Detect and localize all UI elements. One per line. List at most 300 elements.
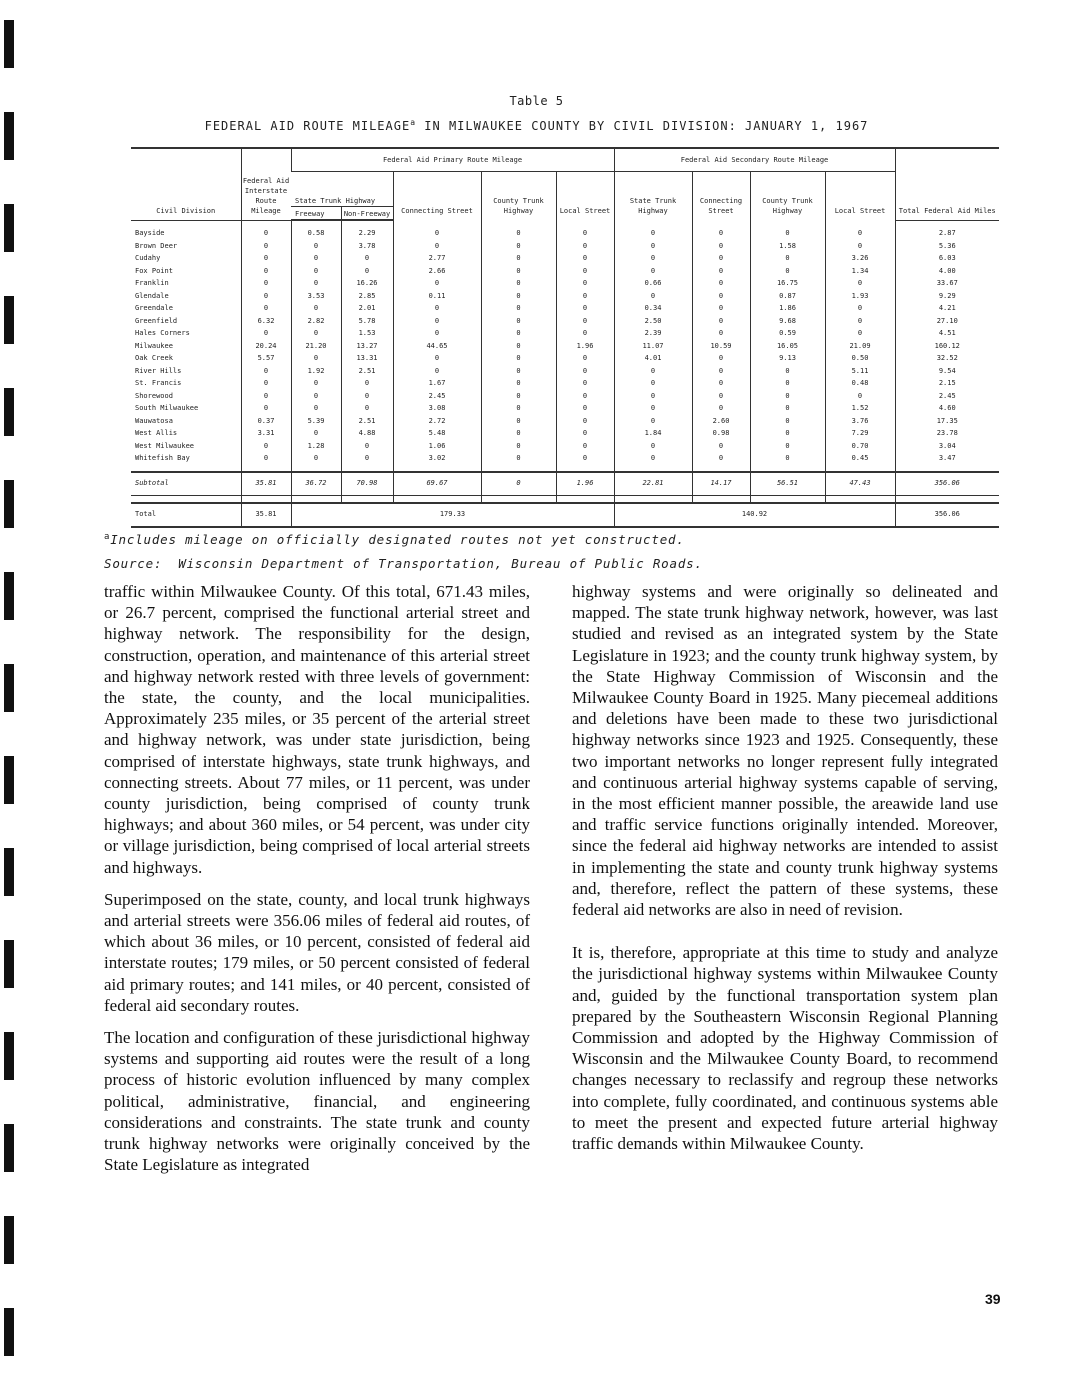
table-cell: 0	[393, 227, 481, 240]
table-cell: 2.82	[291, 315, 341, 328]
table-cell: 0	[692, 365, 750, 378]
table-cell: 10.59	[692, 340, 750, 353]
table-cell: 23.78	[895, 427, 999, 440]
body-column-left	[104, 581, 530, 1186]
civil-division-name: Shorewood	[135, 391, 173, 400]
table-cell: 0	[825, 315, 895, 328]
table-cell: 0	[393, 277, 481, 290]
table-cell: 0	[291, 302, 341, 315]
table-cell: 1.52	[825, 402, 895, 415]
header-sec-connecting-street: Connecting Street	[692, 172, 750, 221]
table-cell: 0	[241, 377, 291, 390]
table-cell: 2.01	[341, 302, 393, 315]
table-cell: 0	[481, 315, 556, 328]
table-cell: 0	[393, 365, 481, 378]
table-cell: 0	[241, 227, 291, 240]
table-row	[131, 315, 999, 328]
paragraph: It is, therefore, appropriate at this time to study and analyze the jurisdictional highway systems within Milwaukee County and, guided by the functional transportation system plan prepared by the Southeastern Wisconsin Regional Planning Commission and adopted by the Highway Commission of Wisconsin and the Milwaukee County Board, to recommend changes necessary to reclassify and regroup these networks into complete, fully coordinated, and continuous systems able to meet the present and expected future arterial highway traffic demands within Milwaukee County.	[572, 943, 998, 1154]
table-cell: 9.13	[750, 352, 825, 365]
table-cell: 0	[241, 265, 291, 278]
table-cell: 11.07	[614, 340, 692, 353]
civil-division-name: Wauwatosa	[135, 416, 173, 425]
subtotal-cell: 69.67	[393, 472, 481, 496]
table-cell: 0	[614, 402, 692, 415]
table-cell: 0	[692, 290, 750, 303]
subtotal-cell: 1.96	[556, 472, 614, 496]
table-cell: 0	[614, 440, 692, 453]
paragraph: highway systems and were originally so delineated and mapped. The state trunk highway network, however, was last studied and revised as an integrated system by the State Legislature in 1923; and the county trunk highway system, by the State Highway Commission of Wisconsin and the Milwaukee County Board in 1925. Many piecemeal additions and deletions have been made to these two jurisdictional highway networks since 1923 and 1925. Consequently, these two important networks no longer represent fully integrated and continuous arterial highway systems capable of serving, in the most efficient manner possible, the areawide land use and traffic service functions originally intended. Moreover, since the federal aid highway networks are intended to assist in implementing the state and county trunk highway systems and, therefore, reflect the pattern of these systems, these federal aid networks are also in need of revision.	[572, 582, 998, 920]
civil-division-name: St. Francis	[135, 379, 182, 387]
table-cell: 0	[481, 390, 556, 403]
table-cell: 2.77	[393, 252, 481, 265]
total-label: Total	[131, 503, 241, 527]
table-cell: 2.29	[341, 227, 393, 240]
binding-mark	[4, 940, 14, 988]
binding-mark	[4, 848, 14, 896]
table-cell: 3.78	[341, 240, 393, 253]
table-cell: 0	[481, 327, 556, 340]
table-cell: 0.70	[825, 440, 895, 453]
table-cell: 0	[614, 415, 692, 428]
table-cell: 1.06	[393, 440, 481, 453]
table-cell: 0	[614, 377, 692, 390]
table-cell: 0	[241, 252, 291, 265]
table-cell: 0	[481, 365, 556, 378]
binding-mark	[4, 664, 14, 712]
table-cell: 0	[556, 252, 614, 265]
table-cell: 0	[825, 390, 895, 403]
table-cell: 0	[692, 227, 750, 240]
table-cell: 16.75	[750, 277, 825, 290]
table-cell: 0	[341, 452, 393, 465]
table-cell: 5.39	[291, 415, 341, 428]
binding-mark	[4, 204, 14, 252]
header-sec-local-street: Local Street	[825, 172, 895, 221]
table-cell: 0	[341, 440, 393, 453]
table-cell: 2.39	[614, 327, 692, 340]
table-cell: 0	[481, 240, 556, 253]
table-cell: 0	[750, 365, 825, 378]
table-row	[131, 327, 999, 340]
subtotal-cell: 70.98	[341, 472, 393, 496]
table-cell: 0.11	[393, 290, 481, 303]
header-county-trunk-highway: County Trunk Highway	[481, 172, 556, 221]
table-cell: 0	[556, 365, 614, 378]
civil-division-name: Franklin	[135, 279, 169, 287]
table-cell: 0.50	[825, 352, 895, 365]
table-cell: 160.12	[895, 340, 999, 353]
table-cell: 0	[556, 227, 614, 240]
table-number: Table 5	[509, 94, 564, 108]
table-cell: 0	[556, 427, 614, 440]
table-cell: 4.21	[895, 302, 999, 315]
table-cell: 2.51	[341, 415, 393, 428]
table-cell: 2.85	[341, 290, 393, 303]
civil-division-name: Greenfield	[135, 316, 178, 325]
table-cell: 0	[341, 377, 393, 390]
binding-mark	[4, 20, 14, 68]
table-cell: 1.84	[614, 427, 692, 440]
table-cell: 0	[393, 302, 481, 315]
subtotal-cell: 35.81	[241, 472, 291, 496]
header-sec-county-trunk-highway: County Trunk Highway	[750, 172, 825, 221]
subtotal-row	[131, 472, 999, 496]
civil-division-name: Milwaukee	[135, 341, 173, 350]
table-cell: 0	[692, 302, 750, 315]
total-row	[131, 503, 999, 527]
table-cell: 3.08	[393, 402, 481, 415]
table-cell: 2.45	[895, 390, 999, 403]
table-cell: 1.34	[825, 265, 895, 278]
table-cell: 0	[291, 452, 341, 465]
table-cell: 0	[614, 390, 692, 403]
table-cell: 17.35	[895, 415, 999, 428]
table-cell: 6.32	[241, 315, 291, 328]
civil-division-name: Fox Point	[135, 266, 173, 275]
table-cell: 1.28	[291, 440, 341, 453]
table-cell: 0	[692, 265, 750, 278]
header-non-freeway: Non-Freeway	[341, 207, 393, 221]
table-cell: 0	[291, 265, 341, 278]
table-cell: 13.31	[341, 352, 393, 365]
table-cell: 0	[692, 352, 750, 365]
table-cell: 3.53	[291, 290, 341, 303]
table-cell: 0	[614, 365, 692, 378]
table-cell: 0.87	[750, 290, 825, 303]
table-cell: 0	[692, 315, 750, 328]
table-cell: 0	[481, 252, 556, 265]
table-cell: 0.59	[750, 327, 825, 340]
binding-mark	[4, 572, 14, 620]
table-cell: 0	[556, 452, 614, 465]
table-cell: 6.03	[895, 252, 999, 265]
table-cell: 0	[393, 327, 481, 340]
header-local-street: Local Street	[556, 172, 614, 221]
table-cell: 7.29	[825, 427, 895, 440]
table-cell: 0.34	[614, 302, 692, 315]
table-cell: 4.00	[895, 265, 999, 278]
header-civil-division: Civil Division	[131, 148, 241, 220]
table-cell: 0	[291, 427, 341, 440]
table-row	[131, 252, 999, 265]
table-row	[131, 427, 999, 440]
binding-mark	[4, 1216, 14, 1264]
table-cell: 0	[750, 390, 825, 403]
table-cell: 0	[241, 440, 291, 453]
table-cell: 3.04	[895, 440, 999, 453]
table-cell: 0	[481, 427, 556, 440]
table-cell: 0.98	[692, 427, 750, 440]
table-cell: 0	[291, 352, 341, 365]
total-interstate: 35.81	[241, 503, 291, 527]
table-cell: 5.48	[393, 427, 481, 440]
binding-mark	[4, 1032, 14, 1080]
table-cell: 0	[556, 352, 614, 365]
table-cell: 16.05	[750, 340, 825, 353]
binding-mark	[4, 480, 14, 528]
subtotal-cell: 56.51	[750, 472, 825, 496]
table-cell: 0	[692, 452, 750, 465]
table-cell: 2.45	[393, 390, 481, 403]
table-cell: 0	[825, 227, 895, 240]
table-cell: 0	[481, 227, 556, 240]
binding-mark	[4, 1124, 14, 1172]
table-row	[131, 265, 999, 278]
table-cell: 0.58	[291, 227, 341, 240]
table-cell: 0	[750, 440, 825, 453]
table-cell: 0	[393, 352, 481, 365]
table-title: FEDERAL AID ROUTE MILEAGE$^a$ IN MILWAUKEE COUNTY BY CIVIL DIVISION: JANUARY 1, 1967	[204, 118, 869, 133]
table-cell: 0	[291, 327, 341, 340]
civil-division-name: South Milwaukee	[135, 404, 199, 412]
table-row	[131, 415, 999, 428]
table-row	[131, 440, 999, 453]
table-cell: 0	[341, 252, 393, 265]
total-secondary: 140.92	[614, 503, 895, 527]
binding-mark	[4, 296, 14, 344]
table-cell: 0	[750, 227, 825, 240]
table-cell: 0	[692, 390, 750, 403]
binding-mark	[4, 388, 14, 436]
table-cell: 4.01	[614, 352, 692, 365]
table-cell: 2.50	[614, 315, 692, 328]
table-row	[131, 452, 999, 465]
table-cell: 0	[481, 340, 556, 353]
table-cell: 1.53	[341, 327, 393, 340]
table-cell: 0	[241, 302, 291, 315]
table-cell: 1.67	[393, 377, 481, 390]
table-cell: 2.15	[895, 377, 999, 390]
table-cell: 0	[291, 252, 341, 265]
table-cell: 0	[556, 327, 614, 340]
table-cell: 0	[825, 277, 895, 290]
table-cell: 3.76	[825, 415, 895, 428]
table-cell: 0	[341, 390, 393, 403]
table-cell: 0	[241, 327, 291, 340]
table-cell: 27.10	[895, 315, 999, 328]
table-cell: 1.93	[825, 290, 895, 303]
table-cell: 0	[481, 277, 556, 290]
table-cell: 0	[241, 452, 291, 465]
table-row	[131, 340, 999, 353]
table-row	[131, 365, 999, 378]
subtotal-cell: 47.43	[825, 472, 895, 496]
table-cell: 32.52	[895, 352, 999, 365]
table-cell: 2.60	[692, 415, 750, 428]
table-cell: 0	[825, 302, 895, 315]
subtotal-label: Subtotal	[131, 472, 241, 496]
table-cell: 0	[481, 440, 556, 453]
table-cell: 3.47	[895, 452, 999, 465]
table-cell: 5.78	[341, 315, 393, 328]
civil-division-name: Hales Corners	[135, 329, 190, 337]
civil-division-name: Oak Creek	[135, 354, 173, 362]
table-cell: 0	[556, 315, 614, 328]
table-cell: 13.27	[341, 340, 393, 353]
subtotal-cell: 356.06	[895, 472, 999, 496]
table-footnote: $^a$Includes mileage on officially designated routes not yet constructed.	[104, 532, 685, 548]
table-cell: 0	[341, 402, 393, 415]
table-cell: 3.31	[241, 427, 291, 440]
table-row	[131, 227, 999, 240]
header-freeway: Freeway	[291, 207, 341, 221]
civil-division-name: Glendale	[135, 291, 169, 300]
table-cell: 0	[291, 377, 341, 390]
table-cell: 4.51	[895, 327, 999, 340]
table-cell: 0	[614, 265, 692, 278]
table-cell: 20.24	[241, 340, 291, 353]
header-sec-state-trunk-highway: State Trunk Highway	[614, 172, 692, 221]
table-cell: 1.92	[291, 365, 341, 378]
table-cell: 0	[481, 452, 556, 465]
table-cell: 0	[341, 265, 393, 278]
table-cell: 0	[692, 377, 750, 390]
table-cell: 0	[241, 277, 291, 290]
table-cell: 0	[614, 252, 692, 265]
table-cell: 0.48	[825, 377, 895, 390]
binding-mark	[4, 756, 14, 804]
table-cell: 0	[825, 240, 895, 253]
table-cell: 1.96	[556, 340, 614, 353]
table-cell: 0	[481, 265, 556, 278]
table-cell: 0	[241, 365, 291, 378]
paragraph: traffic within Milwaukee County. Of this total, 671.43 miles, or 26.7 percent, comprised the functional arterial street and highway network. The responsibility for the design, construction, operation, and maintenance of this arterial street and highway network rested with three levels of government: the state, the county, and the local municipalities. Approximately 235 miles, or 35 percent of the arterial street and highway network, was under state jurisdiction, being comprised of interstate highways, state trunk highways, and connecting streets. About 77 miles, or 11 percent, was under county jurisdiction, being comprised of county trunk highways; and about 360 miles, or 54 percent, was under city or village jurisdiction, being comprised of local arterial streets and highways.	[104, 582, 530, 877]
table-cell: 0.37	[241, 415, 291, 428]
table-cell: 0	[481, 302, 556, 315]
table-cell: 0	[481, 290, 556, 303]
table-row	[131, 390, 999, 403]
federal-aid-mileage-table	[131, 147, 999, 528]
table-cell: 0	[393, 240, 481, 253]
subtotal-cell: 14.17	[692, 472, 750, 496]
civil-division-name: River Hills	[135, 366, 182, 375]
table-cell: 0	[614, 452, 692, 465]
binding-marks	[4, 0, 20, 1380]
civil-division-name: Whitefish Bay	[135, 454, 190, 462]
table-cell: 0	[556, 277, 614, 290]
table-cell: 44.65	[393, 340, 481, 353]
table-cell: 0	[393, 315, 481, 328]
table-cell: 0	[241, 390, 291, 403]
civil-division-name: Bayside	[135, 229, 165, 237]
binding-mark	[4, 1308, 14, 1356]
table-cell: 0	[481, 402, 556, 415]
table-row	[131, 290, 999, 303]
table-cell: 0	[291, 390, 341, 403]
table-cell: 0	[481, 377, 556, 390]
paragraph: The location and configuration of these jurisdictional highway systems and supporting aid routes were the result of a long process of historic evolution influenced by many complex political, administrative, financial, and engineering considerations and constraints. The state trunk and county trunk highway networks were originally conceived by the State Legislature as integrated	[104, 1028, 530, 1175]
table-cell: 0	[241, 402, 291, 415]
table-cell: 0	[692, 252, 750, 265]
header-total-federal-aid: Total Federal Aid Miles	[895, 148, 999, 220]
table-cell: 0	[750, 415, 825, 428]
table-cell: 33.67	[895, 277, 999, 290]
table-cell: 0	[750, 377, 825, 390]
header-connecting-street: Connecting Street	[393, 172, 481, 221]
table-cell: 0	[481, 352, 556, 365]
table-cell: 0	[241, 290, 291, 303]
table-cell: 0	[750, 452, 825, 465]
table-cell: 0	[291, 277, 341, 290]
table-cell: 1.58	[750, 240, 825, 253]
table-cell: 0.45	[825, 452, 895, 465]
table-cell: 0	[750, 427, 825, 440]
header-secondary-group: Federal Aid Secondary Route Mileage	[614, 148, 895, 172]
table-row	[131, 240, 999, 253]
civil-division-name: Cudahy	[135, 254, 161, 262]
table-cell: 0	[291, 240, 341, 253]
table-cell: 0	[750, 265, 825, 278]
table-cell: 0	[291, 402, 341, 415]
table-row	[131, 402, 999, 415]
table-cell: 0	[825, 327, 895, 340]
table-row	[131, 352, 999, 365]
table-cell: 0	[692, 277, 750, 290]
table-cell: 16.26	[341, 277, 393, 290]
table-row	[131, 277, 999, 290]
table-cell: 2.72	[393, 415, 481, 428]
header-state-trunk-highway: State Trunk Highway	[295, 197, 376, 205]
table-cell: 0	[614, 290, 692, 303]
table-cell: 4.60	[895, 402, 999, 415]
table-cell: 1.86	[750, 302, 825, 315]
table-cell: 0	[692, 402, 750, 415]
table-cell: 0	[750, 402, 825, 415]
table-cell: 0	[556, 240, 614, 253]
table-cell: 0	[556, 390, 614, 403]
table-cell: 2.51	[341, 365, 393, 378]
table-cell: 21.20	[291, 340, 341, 353]
table-cell: 4.88	[341, 427, 393, 440]
table-cell: 0	[692, 327, 750, 340]
total-grand: 356.06	[895, 503, 999, 527]
table-cell: 0	[556, 440, 614, 453]
page-number: 39	[985, 1291, 1001, 1307]
table-cell: 5.57	[241, 352, 291, 365]
table-cell: 0	[556, 415, 614, 428]
table-cell: 0	[692, 240, 750, 253]
paragraph: Superimposed on the state, county, and local trunk highways and arterial streets were 356.06 miles of federal aid routes, of which about 36 miles, or 10 percent, consisted of federal aid interstate routes; 179 miles, or 50 percent consisted of federal aid primary routes; and 141 miles, or 40 percent, consisted of federal aid secondary routes.	[104, 889, 530, 1015]
table-cell: 5.11	[825, 365, 895, 378]
table-row	[131, 377, 999, 390]
table-cell: 3.02	[393, 452, 481, 465]
table-cell: 9.29	[895, 290, 999, 303]
table-cell: 0	[556, 302, 614, 315]
subtotal-cell: 0	[481, 472, 556, 496]
table-cell: 0	[556, 377, 614, 390]
total-primary: 179.33	[291, 503, 614, 527]
body-column-right	[572, 581, 998, 1165]
civil-division-name: West Allis	[135, 429, 178, 437]
table-cell: 3.26	[825, 252, 895, 265]
table-cell: 0	[556, 290, 614, 303]
civil-division-name: Brown Deer	[135, 241, 178, 250]
table-cell: 0	[750, 252, 825, 265]
table-cell: 0	[614, 227, 692, 240]
table-cell: 0	[614, 240, 692, 253]
subtotal-cell: 36.72	[291, 472, 341, 496]
table-source: Source: Wisconsin Department of Transportation, Bureau of Public Roads.	[104, 556, 703, 571]
table-cell: 21.09	[825, 340, 895, 353]
subtotal-cell: 22.81	[614, 472, 692, 496]
table-cell: 5.36	[895, 240, 999, 253]
header-federal-aid-interstate: Federal Aid Interstate Route Mileage	[241, 148, 291, 220]
table-cell: 0	[481, 415, 556, 428]
civil-division-name: West Milwaukee	[135, 441, 195, 450]
table-cell: 9.68	[750, 315, 825, 328]
table-cell: 0	[556, 265, 614, 278]
table-cell: 9.54	[895, 365, 999, 378]
